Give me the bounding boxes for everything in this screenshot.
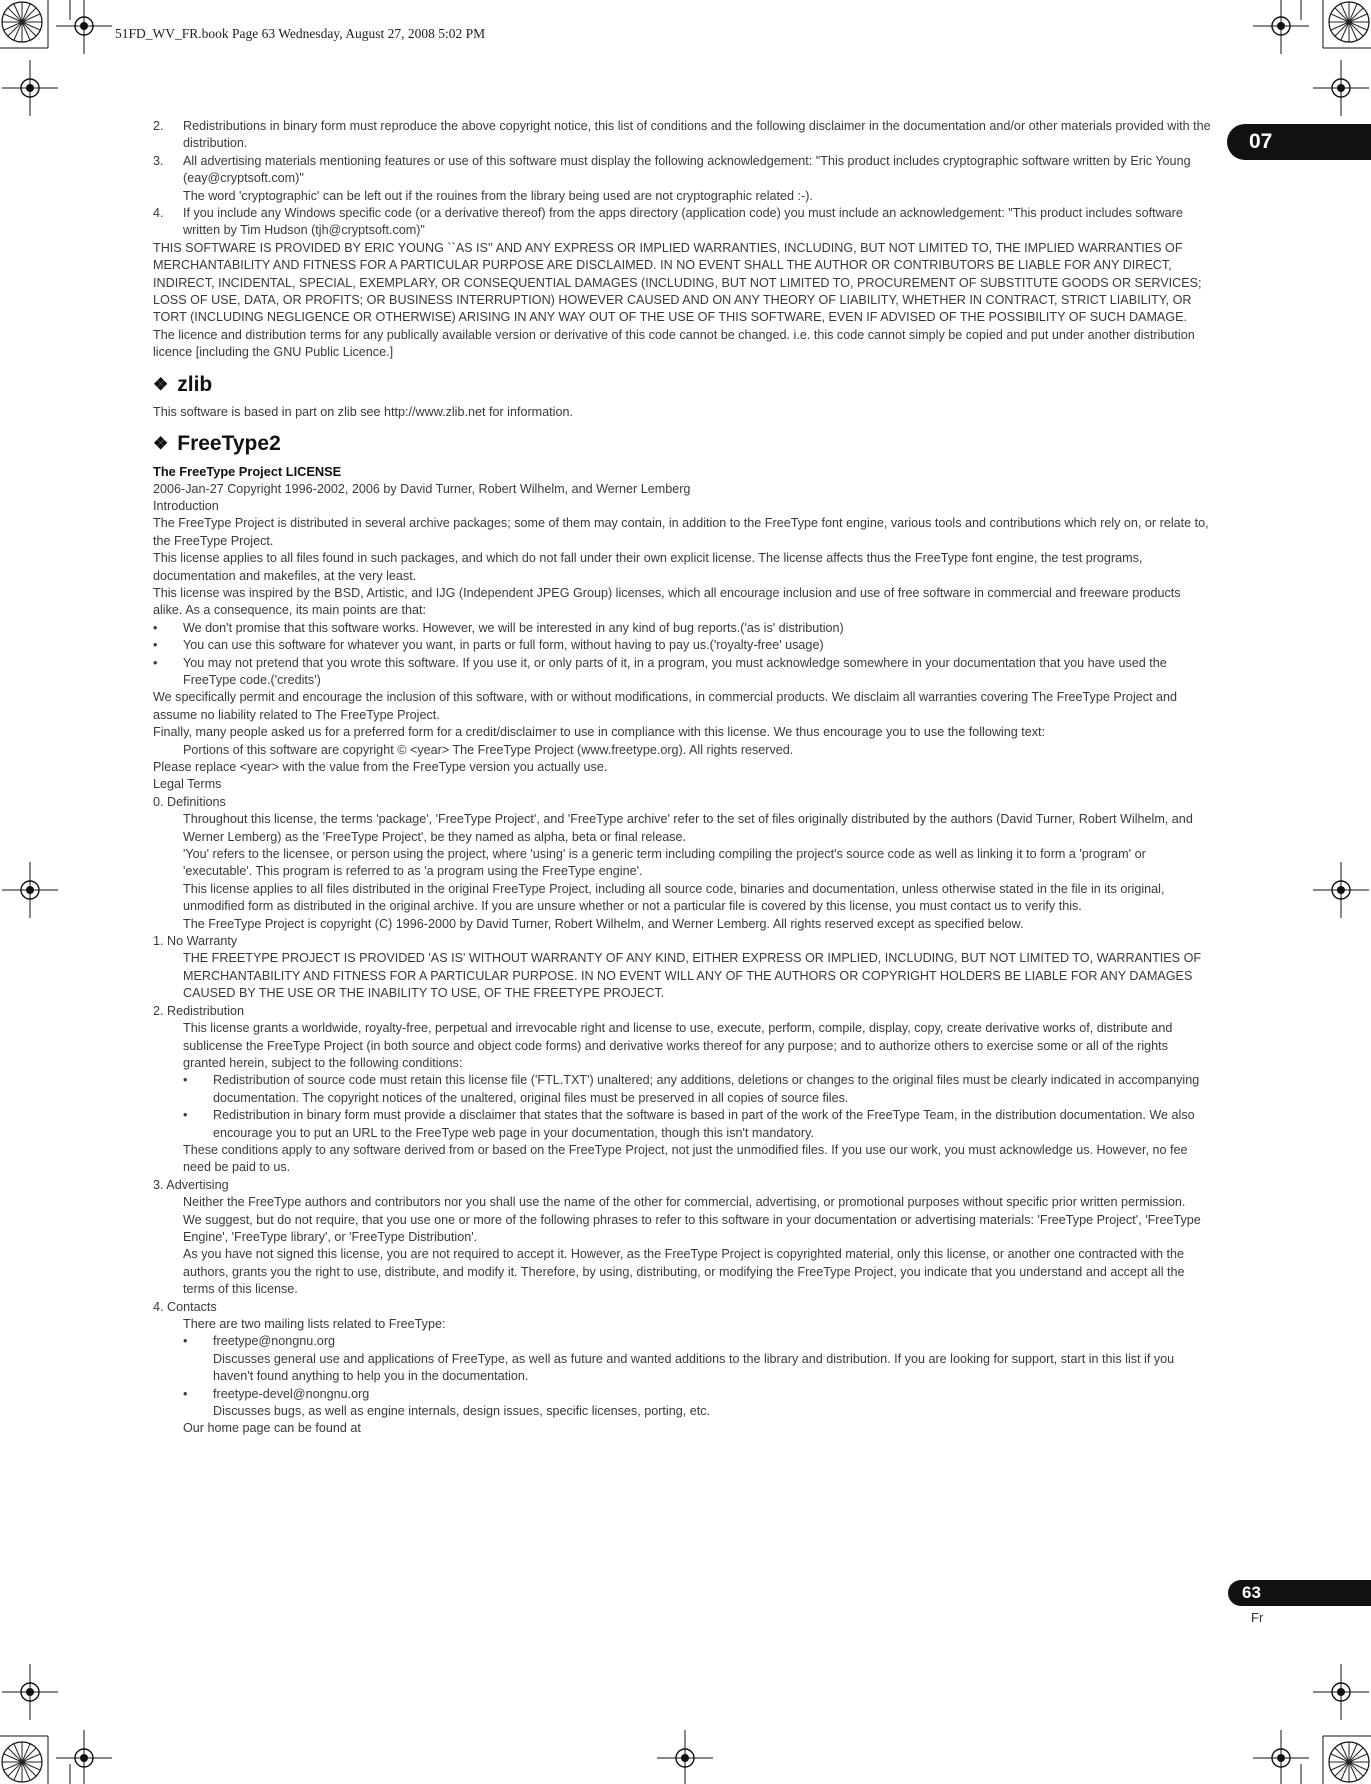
list-item: • freetype-devel@nongnu.org Discusses bugs, as well as engine internals, design issues, specific licenses, porting, etc. [183, 1386, 1213, 1421]
redistribution-body: This license grants a worldwide, royalty-free, perpetual and irrevocable right and license to use, execute, perform, compile, display, copy, create derivative works of, distribute and sublicense the FreeType Project (in both source and object code forms) and derivative works thereof for any purpose; and to authorize others to exercise some or all of the rights granted herein, subject to the following conditions: • Redistribution of source code must retain this license file ('FTL.TXT') unaltered; any additions, deletions or changes to the original files must be clearly indicated in accompanying documentation. The copyright notices of the unaltered, original files must be preserved in all copies of source files. • Redistribution in binary form must provide a disclaimer that states that the software is based in part of the work of the FreeType Team, in the distribution documentation. We also encourage you to put an URL to the FreeType web page in your documentation, though this isn't mandatory. These conditions apply to any software derived from or based on the FreeType Project, not just the unmodified files. If you use our work, you must acknowledge us. However, no fee need be paid to us. [153, 1020, 1213, 1177]
list-item: • Redistribution in binary form must provide a disclaimer that states that the software is based in part of the work of the FreeType Team, in the distribution documentation. We also encourage you to put an URL to the FreeType web page in your documentation, though this isn't mandatory. [183, 1108, 1195, 1140]
diamond-bullet-icon: ❖ [153, 434, 169, 454]
freetype-intro-3: This license was inspired by the BSD, Artistic, and IJG (Independent JPEG Group) licenses, which all encourage inclusion and use of free software in commercial and freeware products alike. As a consequence, its main points are that: [153, 585, 1181, 618]
freetype-intro-2: This license applies to all files found in such packages, and which do not fall under their own explicit license. The license affects thus the FreeType font engine, the test programs, documentation and makefiles, at the very least. [153, 551, 1143, 583]
contacts-heading: 4. Contacts [153, 1299, 217, 1314]
definitions-body: Throughout this license, the terms 'package', 'FreeType Project', and 'FreeType archive' refer to the set of files originally distributed by the authors (David Turner, Robert Wilhelm, and Werner Lemberg) as the 'FreeType Project', be they named as alpha, beta or final release. 'You' refers to the licensee, or person using the project, where 'using' is a generic term including compiling the project's source code as well as linking it to form a 'program' or 'executable'. This program is referred to as 'a program using the FreeType engine'. This license applies to all files distributed in the original FreeType Project, including all source code, binaries and documentation, unless otherwise stated in the file in its original, unmodified form as distributed in the original archive. If you are unsure whether or not a particular file is covered by this license, you must contact us to verify this. The FreeType Project is copyright (C) 1996-2000 by David Turner, Robert Wilhelm, and Werner Lemberg. All rights reserved except as specified below. [183, 812, 1193, 931]
freetype-finally: Finally, many people asked us for a preferred form for a credit/disclaimer to use in compliance with this license. We thus encourage you to use the following text: [153, 725, 1046, 740]
license-item: 4. If you include any Windows specific code (or a derivative thereof) from the apps directory (application code) you must include an acknowledgement: "This product includes software written by Tim Hudson (tjh@cryptsoft.com)" [153, 206, 1183, 238]
license-item: 2. Redistributions in binary form must reproduce the above copyright notice, this list of conditions and the following disclaimer in the documentation and/or other materials provided with the distribution. [153, 119, 1211, 151]
definitions-heading: 0. Definitions [153, 794, 226, 809]
diamond-bullet-icon: ❖ [153, 374, 169, 394]
list-item: • We don't promise that this software works. However, we will be interested in any kind of bug reports.('as is' distribution) [153, 620, 844, 635]
warranty-body: THE FREETYPE PROJECT IS PROVIDED 'AS IS' WITHOUT WARRANTY OF ANY KIND, EITHER EXPRESS OR IMPLIED, INCLUDING, BUT NOT LIMITED TO, WARRANTIES OF MERCHANTABILITY AND FITNESS FOR A PARTICULAR PURPOSE. IN NO EVENT WILL ANY OF THE AUTHORS OR COPYRIGHT HOLDERS BE LIABLE FOR ANY DAMAGES CAUSED BY THE USE OR THE INABILITY TO USE, OF THE FREETYPE PROJECT. [183, 951, 1202, 1001]
list-item: • You can use this software for whatever you want, in parts or full form, without having to pay us.('royalty-free' usage) [153, 638, 824, 653]
redistribution-heading: 2. Redistribution [153, 1003, 245, 1018]
page-content [153, 118, 1213, 1438]
print-header: 51FD_WV_FR.book Page 63 Wednesday, August 27, 2008 5:02 PM [115, 26, 486, 41]
freetype-date-line: 2006-Jan-27 Copyright 1996-2002, 2006 by David Turner, Robert Wilhelm, and Werner Lemberg [153, 481, 691, 496]
contacts-body: There are two mailing lists related to FreeType: • freetype@nongnu.org Discusses general use and applications of FreeType, as well as future and wanted additions to the library and distribution. If you are looking for support, start in this list if you haven't found anything to help you in the documentation. • freetype-devel@nongnu.org Discusses bugs, as well as engine internals, design issues, specific licenses, porting, etc. Our home page can be found at [153, 1316, 1213, 1438]
legal-terms-heading: Legal Terms [153, 777, 222, 792]
freetype-intro-1: The FreeType Project is distributed in several archive packages; some of them may contain, in addition to the FreeType font engine, various tools and contributions which rely on, or relate to, the FreeType Project. [153, 516, 1209, 548]
advertising-heading: 3. Advertising [153, 1177, 229, 1192]
warranty-heading: 1. No Warranty [153, 934, 238, 949]
freetype-permit: We specifically permit and encourage the inclusion of this software, with or without modifications, in commercial products. We disclaim all warranties covering The FreeType Project and assume no liability related to The FreeType Project. [153, 690, 1178, 722]
freetype-license-title: The FreeType Project LICENSE [153, 464, 342, 480]
freetype-intro-heading: Introduction [153, 498, 219, 513]
openssl-disclaimer: THIS SOFTWARE IS PROVIDED BY ERIC YOUNG ``AS IS'' AND ANY EXPRESS OR IMPLIED WARRANTIES, INCLUDING, BUT NOT LIMITED TO, THE IMPLIED WARRANTIES OF MERCHANTABILITY AND FITNESS FOR A PARTICULAR PURPOSE ARE DISCLAIMED. IN NO EVENT SHALL THE AUTHOR OR CONTRIBUTORS BE LIABLE FOR ANY DIRECT, INDIRECT, INCIDENTAL, SPECIAL, EXEMPLARY, OR CONSEQUENTIAL DAMAGES (INCLUDING, BUT NOT LIMITED TO, PROCUREMENT OF SUBSTITUTE GOODS OR SERVICES; LOSS OF USE, DATA, OR PROFITS; OR BUSINESS INTERRUPTION) HOWEVER CAUSED AND ON ANY THEORY OF LIABILITY, WHETHER IN CONTRACT, STRICT LIABILITY, OR TORT (INCLUDING NEGLIGENCE OR OTHERWISE) ARISING IN ANY WAY OUT OF THE USE OF THIS SOFTWARE, EVEN IF ADVISED OF THE POSSIBILITY OF SUCH DAMAGE. [153, 240, 1202, 325]
mailing-list-name: freetype-devel@nongnu.org [213, 1386, 370, 1401]
advertising-body: Neither the FreeType authors and contributors nor you shall use the name of the other for commercial, advertising, or promotional purposes without specific prior written permission. We suggest, but do not require, that you use one or more of the following phrases to refer to this software in your documentation or advertising materials: 'FreeType Project', 'FreeType Engine', 'FreeType library', or 'FreeType Distribution'. As you have not signed this license, you are not required to accept it. However, as the FreeType Project is copyrighted material, only this license, or another one contracted with the authors, grants you the right to use, distribute, and modify it. Therefore, by using, distributing, or modifying the FreeType Project, you indicate that you understand and accept all the terms of this license. [183, 1195, 1201, 1297]
section-title-freetype2: ❖ FreeType2 [153, 432, 281, 456]
list-item: • You may not pretend that you wrote this software. If you use it, or only parts of it, in a program, you must acknowledge somewhere in your documentation that you have used the FreeType code.('credits') [153, 655, 1167, 687]
page-number: 63 [1228, 1580, 1371, 1606]
freetype-credit-text: Portions of this software are copyright © <year> The FreeType Project (www.freetype.org). All rights reserved. [183, 742, 794, 757]
openssl-licence-note: The licence and distribution terms for any publically available version or derivative of this code cannot be changed. i.e. this code cannot simply be copied and put under another distribution licence [including the GNU Public Licence.] [153, 327, 1195, 360]
chapter-tab: 07 [1227, 124, 1371, 160]
freetype-replace: Please replace <year> with the value from the FreeType version you actually use. [153, 760, 608, 774]
list-item: • freetype@nongnu.org Discusses general use and applications of FreeType, as well as future and wanted additions to the library and distribution. If you are looking for support, start in this list if you haven't found anything to help you in the documentation. [183, 1333, 1213, 1385]
language-label: Fr [1251, 1610, 1264, 1625]
license-item: 3. All advertising materials mentioning features or use of this software must display the following acknowledgement: "This product includes cryptographic software written by Eric Young (eay@cryptsoft.com)" The word 'cryptographic' can be left out if the rouines from the library being used are not cryptographic related :-). [153, 153, 1191, 203]
zlib-text: This software is based in part on zlib see http://www.zlib.net for information. [153, 404, 573, 419]
section-title-zlib: ❖ zlib [153, 372, 213, 396]
mailing-list-name: freetype@nongnu.org [213, 1334, 336, 1349]
list-item: • Redistribution of source code must retain this license file ('FTL.TXT') unaltered; any additions, deletions or changes to the original files must be clearly indicated in accompanying documentation. The copyright notices of the unaltered, original files must be preserved in all copies of source files. [183, 1073, 1200, 1105]
